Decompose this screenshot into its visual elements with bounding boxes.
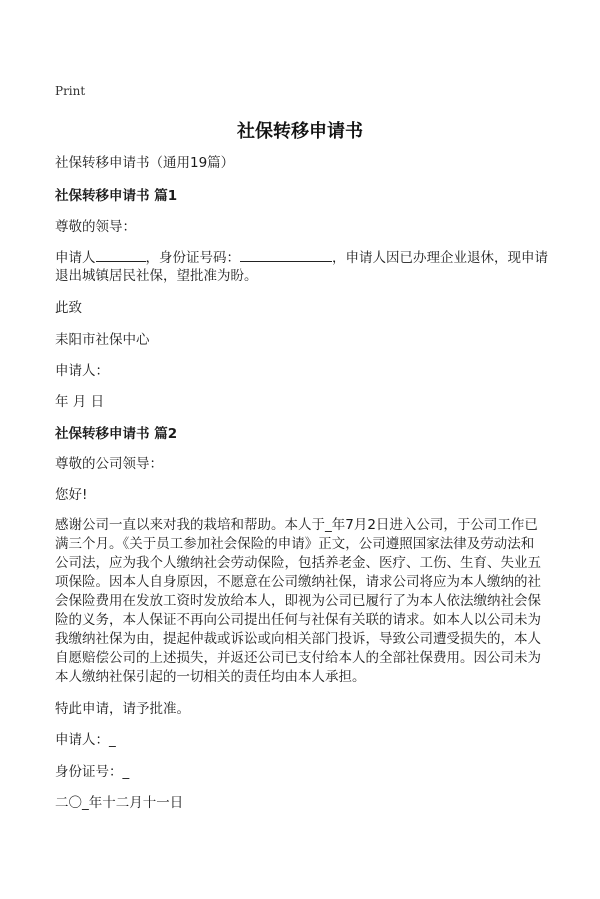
section2-greeting: 您好! (55, 487, 88, 503)
body-line: 自愿赔偿公司的上述损失，并返还公司已支付给本人的全部社保费用。因公司未为 (55, 650, 541, 666)
id-number-label: ，身份证号码： (145, 250, 240, 266)
document-title: 社保转移申请书 (237, 121, 363, 142)
section2-heading: 社保转移申请书 篇2 (55, 426, 178, 442)
section1-date: 年 月 日 (55, 394, 105, 410)
section2-date: 二〇_年十二月十一日 (55, 795, 184, 811)
document-subtitle: 社保转移申请书（通用19篇） (55, 155, 235, 171)
section1-recipient: 耒阳市社保中心 (55, 332, 150, 348)
section1-closing: 此致 (55, 300, 82, 316)
section2-applicant: 申请人：_ (55, 732, 116, 748)
body-line: 我缴纳社保为由，提起仲裁或诉讼或向相关部门投诉，导致公司遭受损失的，本人 (55, 631, 541, 647)
applicant-label: 申请人 (55, 250, 96, 266)
body-line: 本人缴纳社保引起的一切相关的责任均由本人承担。 (55, 669, 366, 685)
id-number-blank (240, 247, 332, 262)
body-line: 项保险。因本人自身原因，不愿意在公司缴纳社保，请求公司将应为本人缴纳的社 (55, 574, 541, 590)
section1-body-line1 (55, 247, 548, 268)
section1-salutation: 尊敬的领导： (55, 219, 136, 235)
body-line: 满三个月。《关于员工参加社会保险的申请》正文，公司遵照国家法律及劳动法和 (55, 536, 535, 552)
section2-salutation: 尊敬的公司领导： (55, 456, 163, 472)
section1-applicant: 申请人： (55, 363, 109, 379)
section2-request: 特此申请，请予批准。 (55, 701, 190, 717)
body-text-rest: ，申请人因已办理企业退休，现申请 (332, 250, 548, 266)
body-line: 感谢公司一直以来对我的栽培和帮助。本人于_年7月2日进入公司，于公司工作已 (55, 517, 538, 533)
section1-body-line2: 退出城镇居民社保，望批准为盼。 (55, 268, 258, 284)
section1-heading: 社保转移申请书 篇1 (55, 188, 178, 204)
body-line: 会保险费用在发放工资时发放给本人，即视为公司已履行了为本人依法缴纳社会保 (55, 593, 541, 609)
print-label: Print (55, 84, 86, 98)
body-line: 险的义务，本人保证不再向公司提出任何与社保有关联的请求。如本人以公司未为 (55, 612, 541, 628)
applicant-name-blank (96, 247, 146, 262)
body-line: 公司法，应为我个人缴纳社会劳动保险，包括养老金、医疗、工伤、生育、失业五 (55, 555, 541, 571)
section2-id-number: 身份证号：_ (55, 764, 130, 780)
